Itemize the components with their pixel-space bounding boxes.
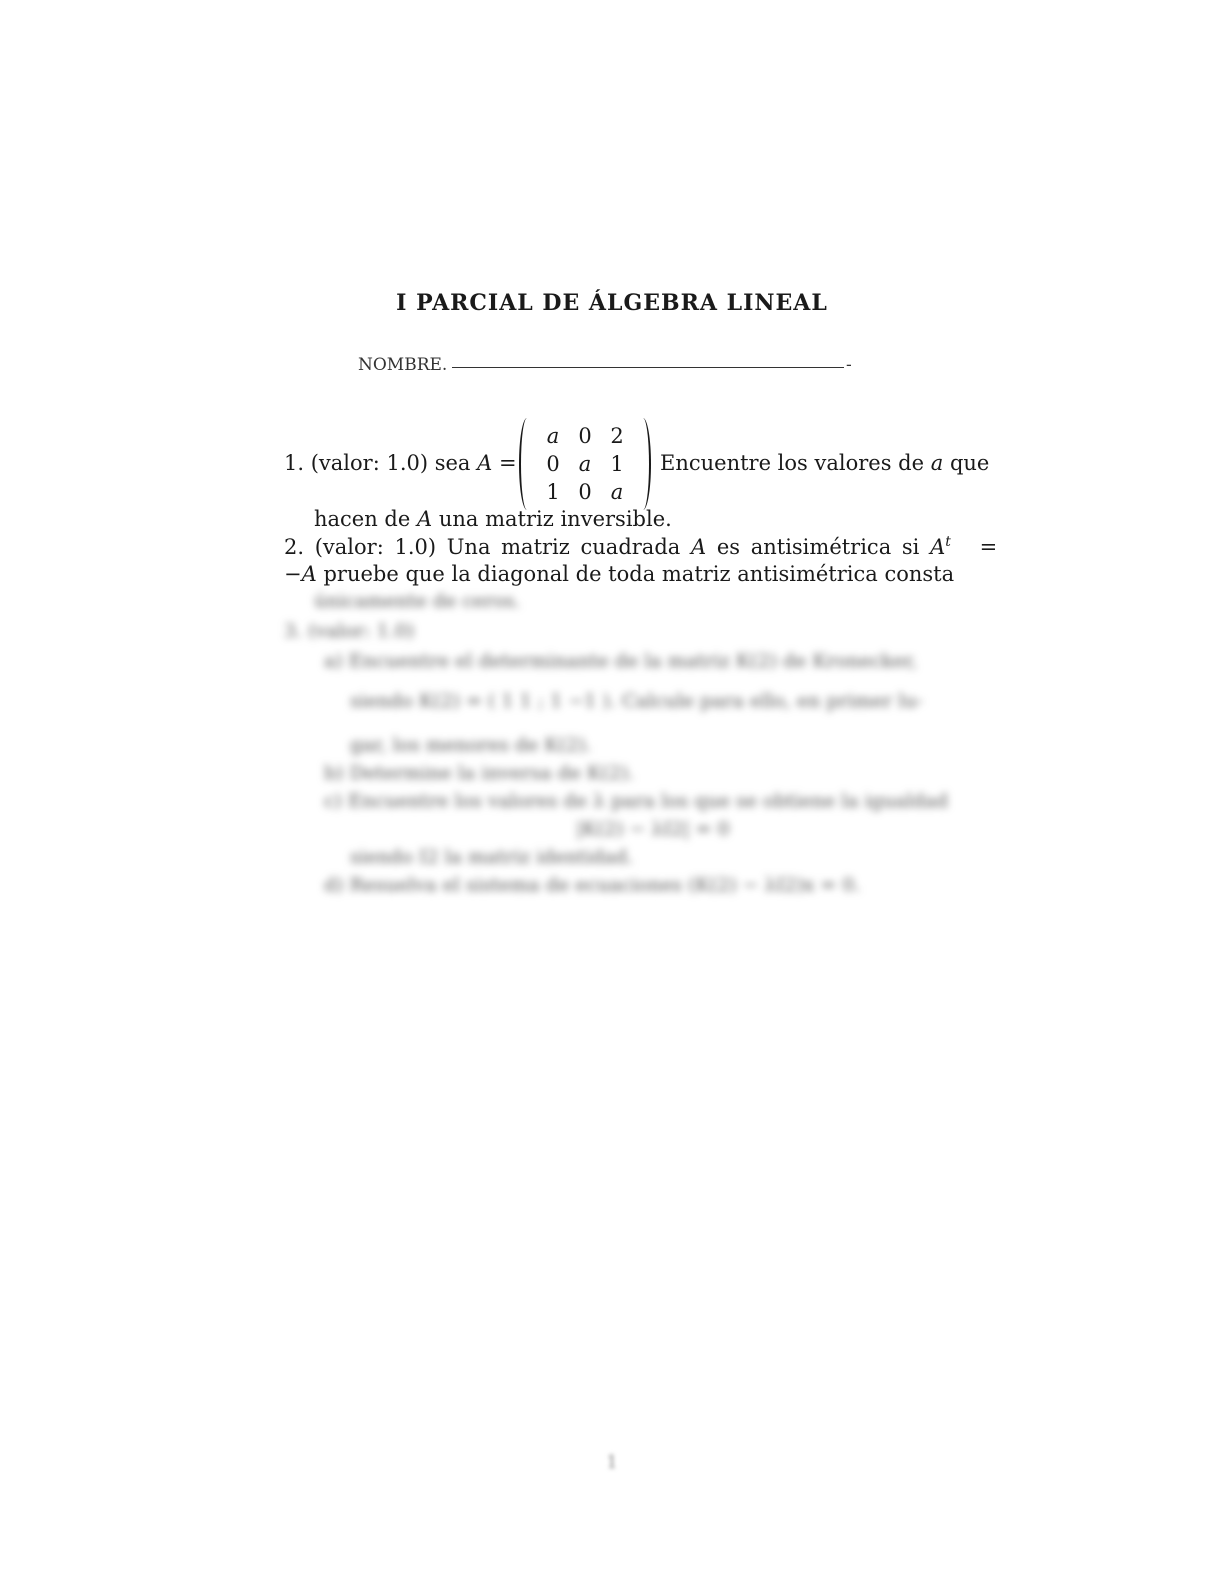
- problem-2-line-1-a: (valor: 1.0) Una matriz cuadrada: [314, 535, 681, 559]
- problem-1-line-2-b: una matriz inversible.: [438, 507, 672, 531]
- matrix-a: [519, 418, 651, 510]
- problem-1-after-matrix: Encuentre los valores de: [660, 451, 925, 475]
- problem-1-after-var: a: [930, 451, 944, 475]
- matrix-cell: a: [610, 480, 624, 504]
- matrix-cell: 0: [578, 480, 592, 504]
- page-title: I PARCIAL DE ÁLGEBRA LINEAL: [396, 290, 828, 316]
- problem-2-eq: =: [979, 535, 998, 559]
- problem-1-line-1: [284, 451, 517, 475]
- matrix-cell: 0: [578, 424, 592, 448]
- problem-1-prefix: (valor: 1.0) sea: [310, 451, 471, 475]
- problem-3-header-text: (valor: 1.0): [308, 620, 415, 642]
- matrix-cell: a: [546, 424, 560, 448]
- problem-3-a2: siendo K(2) = ( 1 1 ; 1 −1 ). Calcule para ello, en primer lu-: [350, 690, 923, 712]
- problem-2-var: A: [690, 535, 707, 559]
- matrix-cell: 1: [546, 480, 560, 504]
- problem-3-c: c) Encuentre los valores de λ para los que se obtiene la igualdad: [324, 790, 949, 812]
- problem-2-line-1-b: es antisimétrica si: [716, 535, 920, 559]
- problem-1-line-1-end: [660, 451, 989, 475]
- problem-2-transpose-sup: t: [945, 534, 951, 550]
- problem-1-line-2-a: hacen de: [314, 507, 411, 531]
- problem-1-after-end: que: [949, 451, 990, 475]
- problem-2-minus: −: [284, 562, 302, 586]
- problem-3-b: b) Determine la inversa de K(2).: [324, 762, 635, 784]
- problem-3-c3: siendo I2 la matriz identidad.: [350, 846, 634, 868]
- name-trailing-dash: -: [846, 355, 852, 375]
- problem-1-line-2: [314, 507, 672, 531]
- matrix-grid: [537, 422, 633, 506]
- problem-3-a: a) Encuentre el determinante de la matriz K(2) de Kronecker,: [324, 650, 918, 672]
- problem-3-header: [284, 620, 414, 642]
- problem-2-number: 2.: [284, 535, 305, 559]
- problem-1-equals: =: [499, 451, 517, 475]
- problem-1-var: A: [477, 451, 493, 475]
- problem-3-c2: |K(2) − λI2| = 0: [576, 818, 730, 840]
- problem-1-line-2-var: A: [417, 507, 433, 531]
- problem-2-line-2-text: pruebe que la diagonal de toda matriz antisimétrica consta: [323, 562, 955, 586]
- matrix-left-paren: [519, 418, 535, 510]
- problem-2-line-2-var: A: [301, 562, 317, 586]
- problem-3-d: d) Resuelva el sistema de ecuaciones (K(2) − λI2)x = 0.: [324, 874, 861, 896]
- problem-2-line-1: [284, 534, 997, 559]
- matrix-cell: 2: [610, 424, 624, 448]
- matrix-cell: a: [578, 452, 592, 476]
- matrix-right-paren: [635, 418, 651, 510]
- problem-2-line-3: únicamente de ceros.: [314, 590, 521, 612]
- name-underline: [452, 367, 844, 368]
- matrix-cell: 0: [546, 452, 560, 476]
- matrix-cell: 1: [610, 452, 624, 476]
- page-number: 1: [606, 1452, 618, 1473]
- name-label: NOMBRE.: [358, 355, 448, 375]
- problem-3-a3: gar, los menores de K(2).: [350, 734, 592, 756]
- problem-2-transpose-var: A: [930, 535, 946, 559]
- problem-2-line-2: [284, 562, 954, 586]
- problem-1-number: 1.: [284, 451, 305, 475]
- blurred-content: [280, 590, 980, 910]
- problem-3-number: 3.: [284, 620, 303, 642]
